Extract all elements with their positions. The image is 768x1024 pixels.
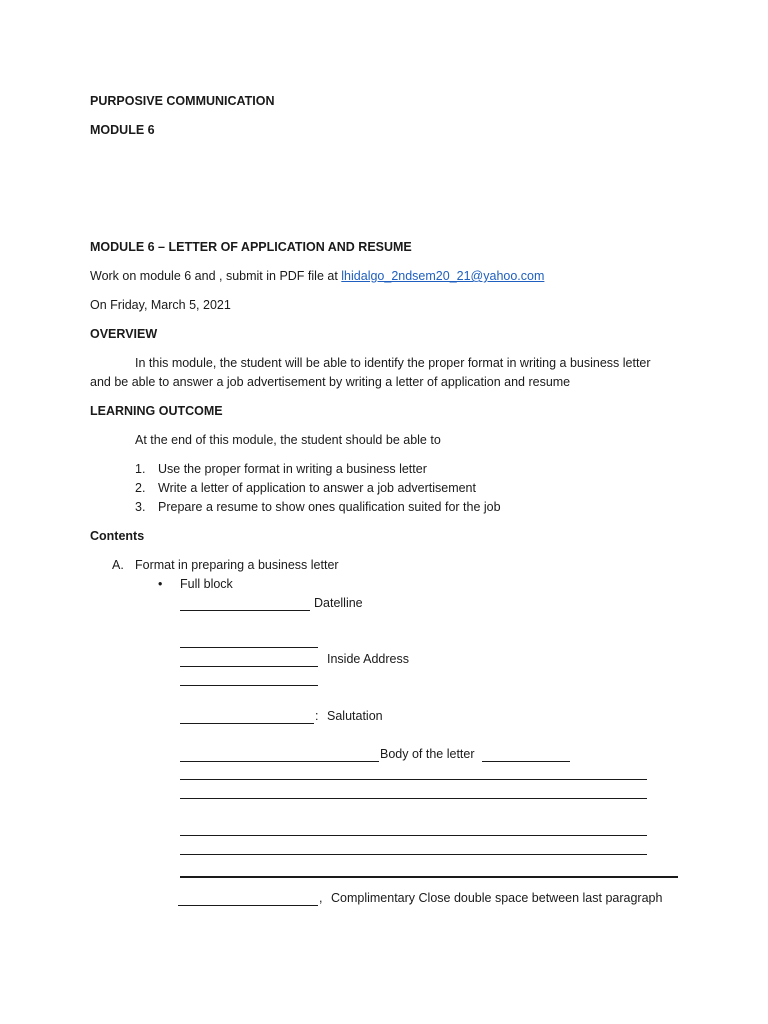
bullet-icon: • [158, 577, 163, 591]
overview-line-2: and be able to answer a job advertisement by writing a letter of application and resume [90, 375, 571, 389]
salutation-blank [180, 723, 314, 724]
dateline-label: Datelline [314, 596, 363, 610]
course-title: PURPOSIVE COMMUNICATION [90, 94, 275, 108]
module-label: MODULE 6 [90, 123, 155, 137]
due-date: On Friday, March 5, 2021 [90, 298, 231, 312]
body-label: Body of the letter [380, 747, 475, 761]
complimentary-blank [178, 905, 318, 906]
salutation-label: Salutation [327, 709, 383, 723]
contents-heading: Contents [90, 529, 145, 543]
list-item-number: 1. [135, 462, 146, 476]
body-separator [180, 876, 678, 878]
complimentary-label: Complimentary Close double space between last paragraph [331, 891, 663, 905]
overview-heading: OVERVIEW [90, 327, 158, 341]
salutation-colon: : [315, 709, 319, 723]
email-link[interactable]: lhidalgo_2ndsem20_21@yahoo.com [341, 269, 545, 283]
list-item-number: 3. [135, 500, 146, 514]
submission-line [90, 269, 544, 283]
body-blank-left [180, 761, 379, 762]
submission-text: Work on module 6 and , submit in PDF file at [90, 269, 342, 283]
inside-address-label: Inside Address [327, 652, 409, 666]
inside-address-blank-3 [180, 685, 318, 686]
module-heading: MODULE 6 – LETTER OF APPLICATION AND RESUME [90, 240, 412, 254]
list-item-number: 2. [135, 481, 146, 495]
body-blank-right [482, 761, 570, 762]
learning-outcome-intro: At the end of this module, the student should be able to [135, 433, 441, 447]
section-a-label: A. [112, 558, 124, 572]
dateline-blank [180, 610, 310, 611]
inside-address-blank-1 [180, 647, 318, 648]
body-line [180, 835, 647, 836]
complimentary-comma: , [319, 891, 323, 905]
body-line [180, 854, 647, 855]
body-line [180, 779, 647, 780]
overview-line-1: In this module, the student will be able to identify the proper format in writing a business letter [135, 356, 651, 370]
inside-address-blank-2 [180, 666, 318, 667]
list-item: Use the proper format in writing a business letter [158, 462, 427, 476]
list-item: Write a letter of application to answer a job advertisement [158, 481, 476, 495]
learning-outcome-heading: LEARNING OUTCOME [90, 404, 223, 418]
list-item: Prepare a resume to show ones qualification suited for the job [158, 500, 501, 514]
full-block-label: Full block [180, 577, 233, 591]
section-a-text: Format in preparing a business letter [135, 558, 339, 572]
body-line [180, 798, 647, 799]
